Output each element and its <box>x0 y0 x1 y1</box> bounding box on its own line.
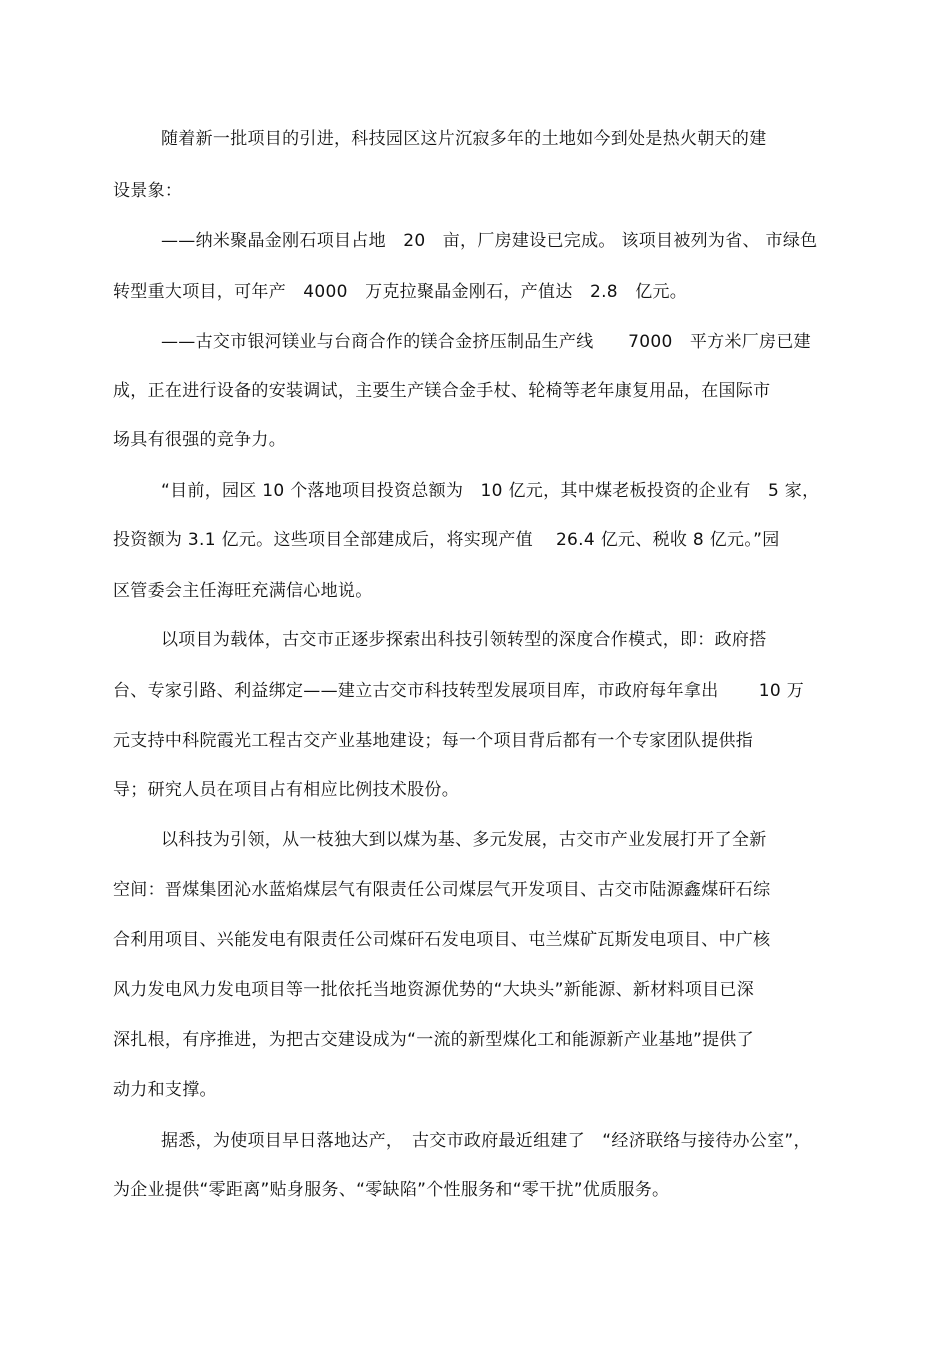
paragraph-line: 设景象： <box>113 181 183 201</box>
paragraph-line: 合利用项目、兴能发电有限责任公司煤矸石发电项目、屯兰煤矿瓦斯发电项目、中广核 <box>113 930 771 950</box>
paragraph-line: 以项目为载体，古交市正逐步探索出科技引领转型的深度合作模式，即：政府搭 <box>161 630 767 650</box>
paragraph-line: 成，正在进行设备的安装调试，主要生产镁合金手杖、轮椅等老年康复用品，在国际市 <box>113 381 771 401</box>
paragraph-line: 风力发电风力发电项目等一批依托当地资源优势的“大块头”新能源、新材料项目已深 <box>113 980 755 1000</box>
paragraph-line: 转型重大项目，可年产 4000 万克拉聚晶金刚石，产值达 2.8 亿元。 <box>113 282 688 302</box>
paragraph-line: ——古交市银河镁业与台商合作的镁合金挤压制品生产线 7000 平方米厂房已建 <box>161 332 811 352</box>
paragraph-line: 动力和支撑。 <box>113 1080 217 1100</box>
paragraph-line: ——纳米聚晶金刚石项目占地 20 亩，厂房建设已完成。 该项目被列为省、 市绿色 <box>161 231 818 251</box>
paragraph-line: 投资额为 3.1 亿元。这些项目全部建成后，将实现产值 26.4 亿元、税收 8 亿元。”园 <box>113 530 780 550</box>
paragraph-line: 以科技为引领，从一枝独大到以煤为基、多元发展，古交市产业发展打开了全新 <box>161 830 767 850</box>
paragraph-line: “目前，园区 10 个落地项目投资总额为 10 亿元，其中煤老板投资的企业有 5 家， <box>161 481 820 501</box>
paragraph-line: 台、专家引路、利益绑定——建立古交市科技转型发展项目库，市政府每年拿出 10 万 <box>113 681 805 701</box>
paragraph-line: 空间：晋煤集团沁水蓝焰煤层气有限责任公司煤层气开发项目、古交市陆源鑫煤矸石综 <box>113 880 771 900</box>
paragraph-line: 场具有很强的竞争力。 <box>113 430 286 450</box>
paragraph-line: 元支持中科院霞光工程古交产业基地建设；每一个项目背后都有一个专家团队提供指 <box>113 731 754 751</box>
paragraph-line: 区管委会主任海旺充满信心地说。 <box>113 581 373 601</box>
paragraph-line: 深扎根，有序推进，为把古交建设成为“一流的新型煤化工和能源新产业基地”提供了 <box>113 1030 755 1050</box>
paragraph-line: 据悉，为使项目早日落地达产， 古交市政府最近组建了 “经济联络与接待办公室”， <box>161 1131 811 1151</box>
paragraph-line: 为企业提供“零距离”贴身服务、“零缺陷”个性服务和“零干扰”优质服务。 <box>113 1180 670 1200</box>
paragraph-line: 随着新一批项目的引进，科技园区这片沉寂多年的土地如今到处是热火朝天的建 <box>161 129 767 149</box>
paragraph-line: 导；研究人员在项目占有相应比例技术股份。 <box>113 780 459 800</box>
